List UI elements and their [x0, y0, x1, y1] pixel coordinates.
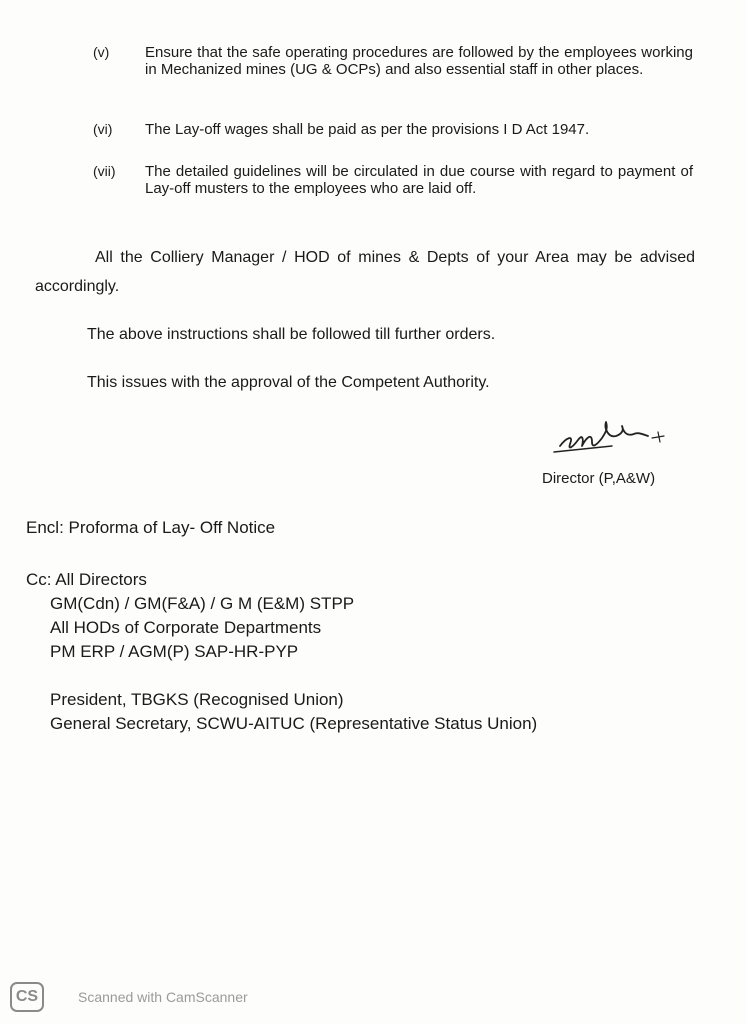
signatory-title: Director (P,A&W) — [542, 470, 656, 487]
approval-paragraph: This issues with the approval of the Competent Authority. — [87, 374, 490, 391]
advised-paragraph: All the Colliery Manager / HOD of mines & Depts of your Area may be advised accordingly. — [35, 249, 695, 295]
scanned-with-text: Scanned with CamScanner — [78, 989, 248, 1005]
list-item-number: (v) — [93, 44, 110, 60]
instructions-paragraph: The above instructions shall be followed till further orders. — [87, 326, 496, 343]
list-item-text: The detailed guidelines will be circulated in due course with regard to payment of Lay-off musters to the employees who are laid off. — [145, 163, 693, 197]
enclosure-line: Encl: Proforma of Lay- Off Notice — [26, 518, 276, 537]
cc-line: GM(Cdn) / GM(F&A) / G M (E&M) STPP — [50, 594, 355, 613]
list-item-text: Ensure that the safe operating procedures are followed by the employees working in Mechanized mines (UG & OCPs) and also essential staff in other places. — [145, 44, 693, 78]
list-item-v — [93, 44, 693, 78]
scanner-watermark — [10, 982, 248, 1012]
list-item-vii — [93, 163, 693, 197]
cc-union-line: President, TBGKS (Recognised Union) — [50, 690, 344, 709]
list-item-text: The Lay-off wages shall be paid as per the provisions I D Act 1947. — [145, 121, 590, 138]
director-signature — [552, 412, 682, 460]
cc-union-line: General Secretary, SCWU-AITUC (Representative Status Union) — [50, 714, 538, 733]
cc-list — [50, 592, 537, 736]
cc-line: All HODs of Corporate Departments — [50, 618, 322, 637]
list-item-vi — [93, 121, 693, 138]
cc-line: PM ERP / AGM(P) SAP-HR-PYP — [50, 642, 299, 661]
list-item-number: (vii) — [93, 163, 116, 179]
list-item-number: (vi) — [93, 121, 113, 137]
cc-block — [26, 568, 537, 736]
camscanner-logo-icon: CS — [10, 982, 44, 1012]
cc-heading: Cc: All Directors — [26, 570, 147, 589]
